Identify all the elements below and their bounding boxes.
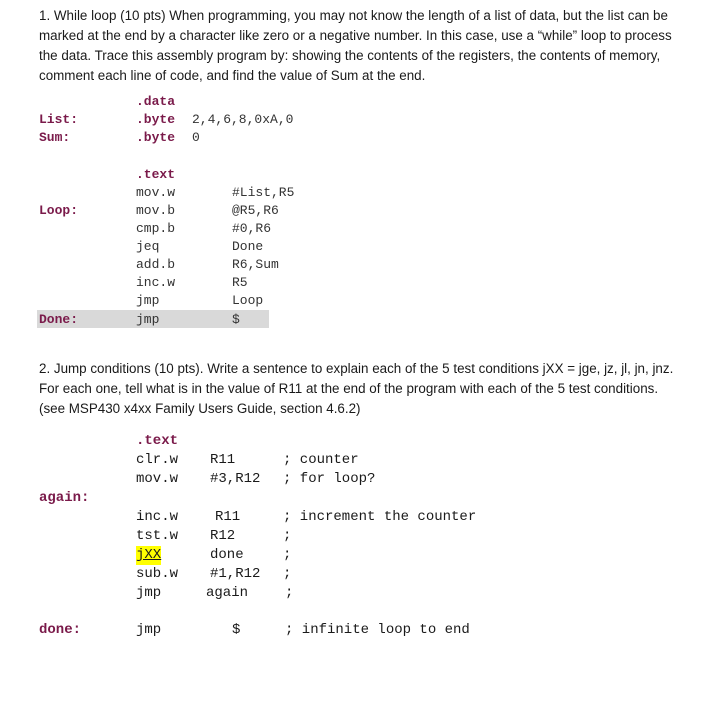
list-byte-op: .byte (136, 112, 176, 127)
code-comment: ; increment the counter (283, 509, 477, 525)
code-arg: R11 (215, 509, 241, 525)
sum-value: 0 (192, 130, 200, 145)
question-1-text: 1. While loop (10 pts) When programming, you may not know the length of a list of data, but the list can be marked at the end by a character like zero or a negative number. In this case, use a “while” loop to process the data. Trace this assembly program by: showing the contents of the registers, the contents of memory, comment each line of code, and find the value of Sum at the end. (39, 8, 672, 83)
list-label: List: (39, 112, 79, 127)
code-comment: ; counter (283, 452, 359, 468)
code-op: tst.w (136, 528, 179, 544)
code-op: mov.w (136, 185, 176, 200)
text-directive: .text (136, 433, 179, 449)
list-values: 2,4,6,8,0xA,0 (192, 112, 294, 127)
code-arg: Loop (232, 293, 264, 308)
code-op: inc.w (136, 509, 179, 525)
code-op: jmp (136, 312, 160, 327)
sum-label: Sum: (39, 130, 71, 145)
code-op: jmp (136, 293, 160, 308)
code-arg: R5 (232, 275, 248, 290)
code-arg: R12 (210, 528, 236, 544)
jxx-highlighted-op: jXX (136, 547, 162, 563)
code-op: sub.w (136, 566, 179, 582)
code-arg: $ (232, 312, 240, 327)
code-comment: ; (283, 547, 292, 563)
code-comment: ; infinite loop to end (285, 622, 470, 638)
code-comment: ; (285, 585, 294, 601)
code-arg: Done (232, 239, 264, 254)
code-arg: R6,Sum (232, 257, 279, 272)
code-arg: #List,R5 (232, 185, 295, 200)
text-directive: .text (136, 167, 176, 182)
code-arg: again (206, 585, 249, 601)
code-arg: done (210, 547, 244, 563)
code-op: mov.b (136, 203, 176, 218)
code-comment: ; (283, 566, 292, 582)
again-label: again: (39, 490, 90, 506)
code-op: add.b (136, 257, 176, 272)
code-arg: #0,R6 (232, 221, 272, 236)
code-arg: #3,R12 (210, 471, 261, 487)
code-op: jeq (136, 239, 160, 254)
code-op: mov.w (136, 471, 179, 487)
sum-byte-op: .byte (136, 130, 176, 145)
done-label: done: (39, 622, 82, 638)
question-2-text: 2. Jump conditions (10 pts). Write a sentence to explain each of the 5 test conditions jXX = jge, jz, jl, jn, jnz. For each one, tell what is in the value of R11 at the end of the program with each of the 5 test conditions. (see MSP430 x4xx Family Users Guide, section 4.6.2) (39, 361, 674, 416)
code-comment: ; (283, 528, 292, 544)
code-arg: R11 (210, 452, 236, 468)
code-op: inc.w (136, 275, 176, 290)
code-comment: ; for loop? (283, 471, 376, 487)
loop-label: Loop: (39, 203, 79, 218)
code-op: jmp (136, 585, 162, 601)
code-op: cmp.b (136, 221, 176, 236)
code-arg: #1,R12 (210, 566, 261, 582)
code-arg: @R5,R6 (232, 203, 279, 218)
data-directive: .data (136, 94, 176, 109)
code-arg: $ (232, 622, 241, 638)
done-label: Done: (39, 312, 79, 327)
code-op: jmp (136, 622, 162, 638)
code-op: clr.w (136, 452, 179, 468)
